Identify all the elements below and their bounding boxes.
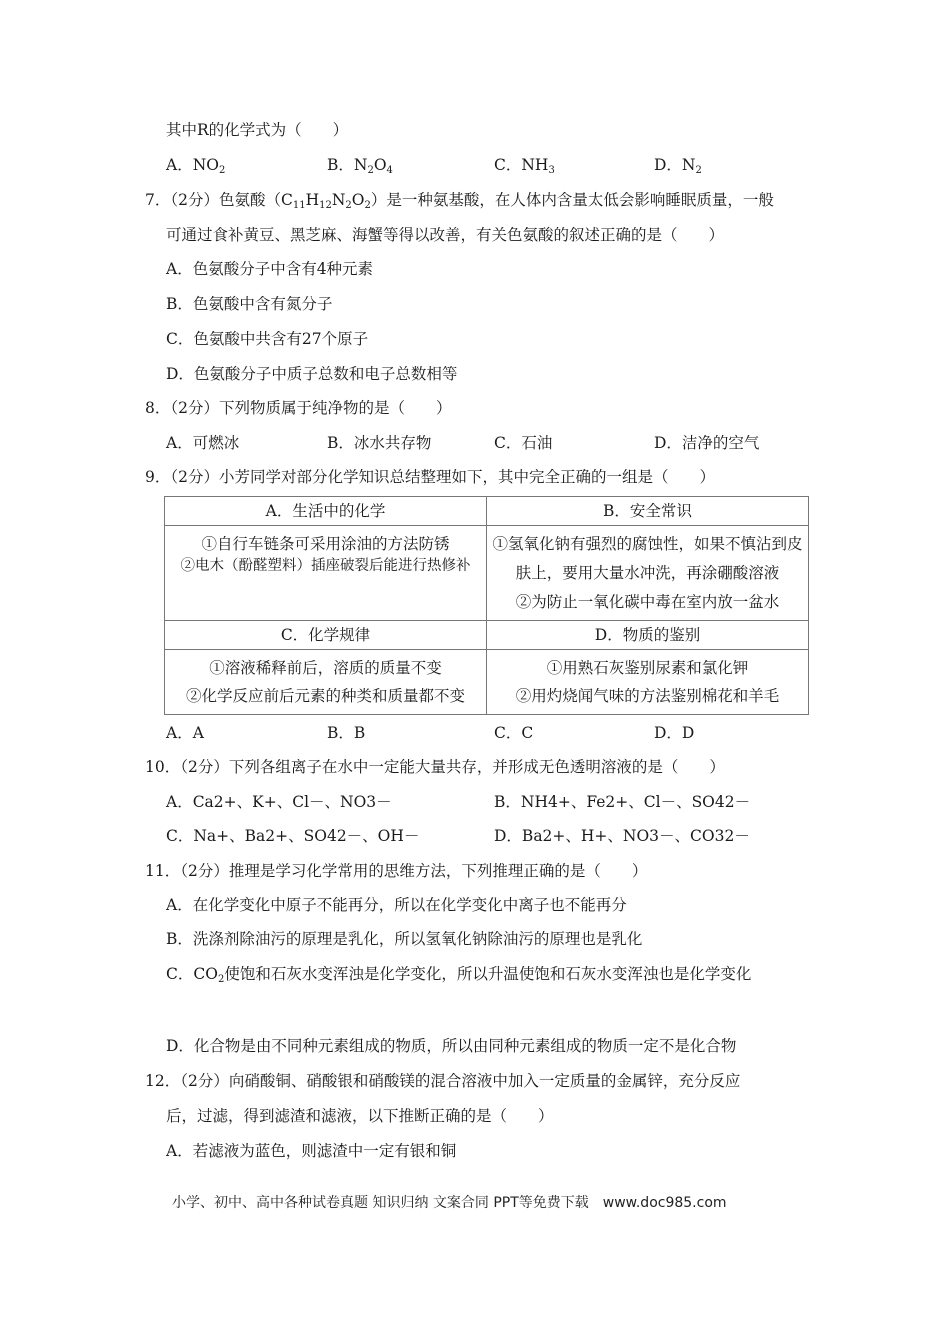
q9-stem: 9．（2分）小芳同学对部分化学知识总结整理如下，其中完全正确的一组是（ ） (145, 468, 715, 486)
q11-option-b: B．洗涤剂除油污的原理是乳化，所以氢氧化钠除油污的原理也是乳化 (166, 930, 643, 948)
q9-option-c: C．C (494, 724, 534, 742)
q9-cell-c-item2: ②化学反应前后元素的种类和质量都不变 (185, 687, 465, 705)
q12-option-a: A．若滤液为蓝色，则滤渣中一定有银和铜 (166, 1142, 457, 1160)
q8-stem: 8．（2分）下列物质属于纯净物的是（ ） (145, 399, 452, 417)
q7-stem-line1: 7．（2分）色氨酸$(C_{11}H_{12}N_2O_2)$是一种氨基酸，在人体内含量太低会影响睡眠质量，一般 (145, 191, 774, 211)
q9-table-header-c: C．化学规律 (165, 621, 487, 650)
q9-cell-d-item1: ①用熟石灰鉴别尿素和氯化钾 (546, 659, 749, 677)
q10-option-a: A．Ca2+、K+、Cl－、NO3－ (166, 793, 392, 811)
q9-cell-b-item1: ①氢氧化钠有强烈的腐蚀性，如果不慎沾到皮肤上，要用大量水冲洗，再涂硼酸溶液 (492, 535, 803, 582)
q9-option-a: A．A (166, 724, 204, 742)
q6-option-b: B．$N_2O_4$ (327, 156, 393, 176)
q11-option-a: A．在化学变化中原子不能再分，所以在化学变化中离子也不能再分 (166, 896, 627, 914)
q8-option-c: C．石油 (494, 434, 553, 452)
q6-option-a: A．$NO_2$ (166, 156, 226, 176)
q7-stem-line2: 可通过食补黄豆、黑芝麻、海蟹等得以改善，有关色氨酸的叙述正确的是（ ） (166, 226, 725, 244)
q9-cell-d-item2: ②用灼烧闻气味的方法鉴别棉花和羊毛 (515, 687, 780, 705)
q10-option-c: C．Na+、Ba2+、SO42－、OH－ (166, 827, 420, 845)
q11-option-c: C．$CO_2$使饱和石灰水变浑浊是化学变化，所以升温使饱和石灰水变浑浊也是化学变化 (166, 965, 752, 985)
q9-option-d: D．D (654, 724, 695, 742)
q9-cell-a-item2: ②电木（酚醛塑料）插座破裂后能进行热修补 (180, 558, 471, 574)
q7-option-b: B．色氨酸中含有氮分子 (166, 295, 333, 313)
q9-cell-c (165, 650, 487, 715)
q12-stem-line2: 后，过滤，得到滤渣和滤液，以下推断正确的是（ ） (166, 1107, 554, 1125)
q9-table (164, 496, 809, 715)
q9-table-header-d: D．物质的鉴别 (487, 621, 809, 650)
q12-stem-line1: 12．（2分）向硝酸铜、硝酸银和硝酸镁的混合溶液中加入一定质量的金属锌，充分反应 (145, 1072, 741, 1090)
page-footer: 小学、初中、高中各种试卷真题 知识归纳 文案合同 PPT等免费下载 www.doc985.com (172, 1195, 727, 1211)
q9-table-header-b: B．安全常识 (487, 497, 809, 526)
q6-option-d: D．$N_2$ (654, 156, 702, 176)
q10-option-d: D．Ba2+、H+、NO3－、CO32－ (494, 827, 750, 845)
q9-table-header-a: A．生活中的化学 (165, 497, 487, 526)
q9-cell-d (487, 650, 809, 715)
q9-cell-c-item1: ①溶液稀释前后，溶质的质量不变 (209, 659, 442, 677)
q7-option-a: A．色氨酸分子中含有4种元素 (166, 260, 374, 278)
q8-option-d: D．洁净的空气 (654, 434, 760, 452)
q7-option-d: D．色氨酸分子中质子总数和电子总数相等 (166, 365, 458, 383)
q11-option-d: D．化合物是由不同种元素组成的物质，所以由同种元素组成的物质一定不是化合物 (166, 1037, 737, 1055)
q7-option-c: C．色氨酸中共含有27个原子 (166, 330, 369, 348)
q9-cell-b (487, 526, 809, 621)
q8-option-b: B．冰水共存物 (327, 434, 432, 452)
q9-option-b: B．B (327, 724, 366, 742)
q6-stem-tail: 其中R的化学式为（ ） (166, 121, 349, 139)
q9-cell-a (165, 526, 487, 621)
q6-option-c: C．$NH_3$ (494, 156, 555, 176)
q9-cell-a-item1: ①自行车链条可采用涂油的方法防锈 (201, 535, 450, 553)
q10-option-b: B．NH4+、Fe2+、Cl－、SO42－ (494, 793, 751, 811)
q9-cell-b-item2: ②为防止一氧化碳中毒在室内放一盆水 (515, 593, 780, 611)
q8-option-a: A．可燃冰 (166, 434, 240, 452)
q10-stem: 10．（2分）下列各组离子在水中一定能大量共存，并形成无色透明溶液的是（ ） (145, 758, 725, 776)
q11-stem: 11．（2分）推理是学习化学常用的思维方法，下列推理正确的是（ ） (145, 862, 648, 880)
